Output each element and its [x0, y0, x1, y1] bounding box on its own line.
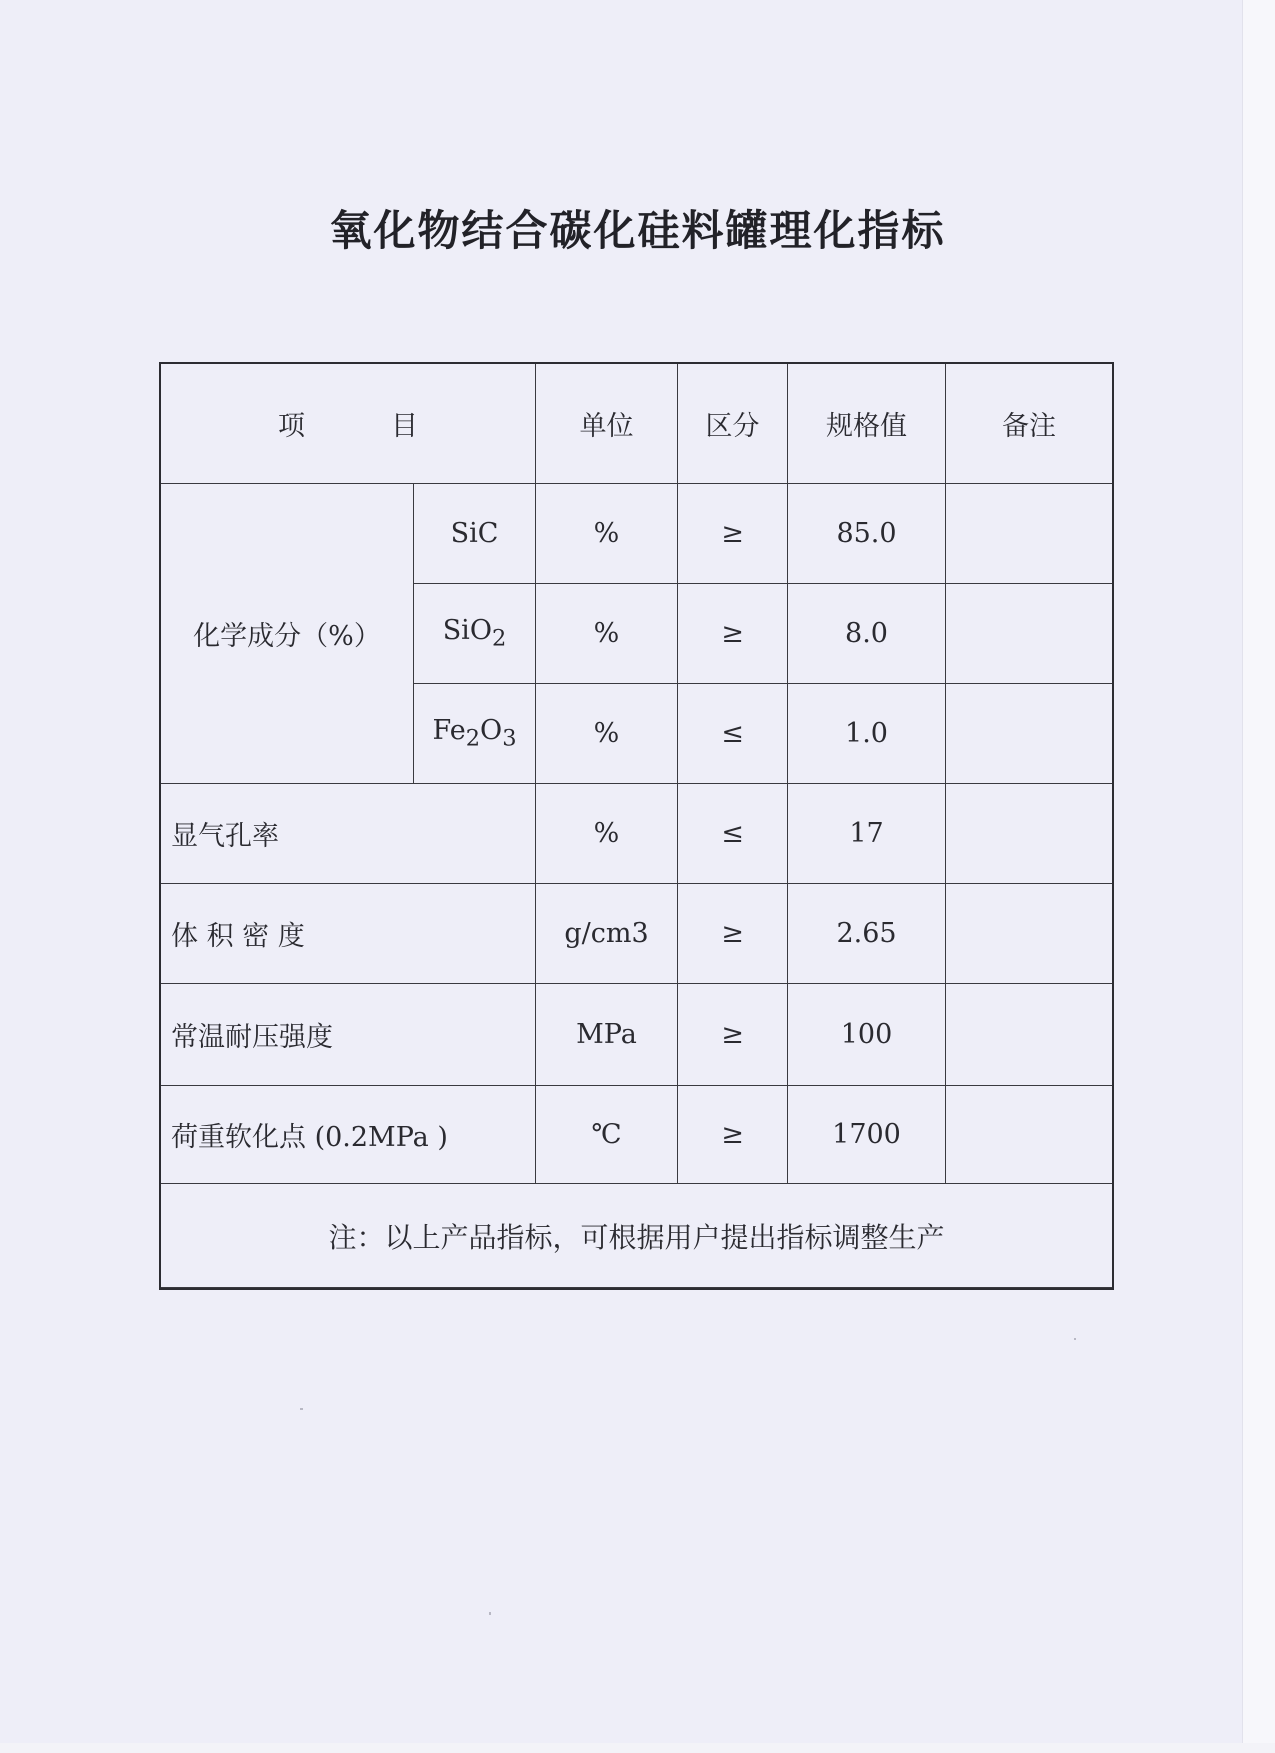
- unit-cell: MPa: [536, 984, 678, 1086]
- page-edge: [1242, 0, 1275, 1753]
- chemical-group-label: 化学成分（%）: [161, 484, 414, 784]
- page-bottom-edge: [0, 1743, 1275, 1753]
- spec-table: [160, 363, 1113, 1288]
- header-item-left: 项: [278, 411, 305, 442]
- unit-cell: g/cm3: [536, 884, 678, 984]
- unit-cell: %: [536, 584, 678, 684]
- unit-cell: %: [536, 784, 678, 884]
- unit-cell: ℃: [536, 1086, 678, 1184]
- chem-name-cell: [414, 584, 536, 684]
- remark-cell: [946, 584, 1113, 684]
- header-spec-value: 规格值: [788, 364, 946, 484]
- sign-cell: ≥: [678, 884, 788, 984]
- value-cell: 17: [788, 784, 946, 884]
- scan-speck: [489, 1612, 491, 1615]
- table-header-row: [161, 364, 1113, 484]
- sign-cell: ≤: [678, 684, 788, 784]
- chem-name-cell: [414, 684, 536, 784]
- remark-cell: [946, 884, 1113, 984]
- remark-cell: [946, 484, 1113, 584]
- table-note: 注：以上产品指标，可根据用户提出指标调整生产: [161, 1184, 1113, 1288]
- chem-subscript: 2: [465, 725, 481, 752]
- table-row-sic: [161, 484, 1113, 584]
- value-cell: 1700: [788, 1086, 946, 1184]
- value-cell: 100: [788, 984, 946, 1086]
- chem-name: SiC: [450, 518, 499, 549]
- header-item-cell: [161, 364, 536, 484]
- item-cell: 显气孔率: [161, 784, 536, 884]
- sign-cell: ≥: [678, 584, 788, 684]
- item-cell: 体 积 密 度: [161, 884, 536, 984]
- item-cell: 常温耐压强度: [161, 984, 536, 1086]
- value-cell: 1.0: [788, 684, 946, 784]
- chem-subscript: 2: [491, 625, 507, 652]
- document-title: 氧化物结合碳化硅料罐理化指标: [329, 206, 946, 255]
- chem-subscript: 3: [502, 725, 517, 752]
- chem-name: SiO: [442, 615, 492, 647]
- remark-cell: [946, 784, 1113, 884]
- chem-name-cell: [414, 484, 536, 584]
- header-item-right: 目: [391, 411, 418, 442]
- sign-cell: ≥: [678, 984, 788, 1086]
- value-cell: 85.0: [788, 484, 946, 584]
- table-row: [161, 984, 1113, 1086]
- table-row: [161, 1086, 1113, 1184]
- value-cell: 2.65: [788, 884, 946, 984]
- item-cell: 荷重软化点 (0.2MPa ): [161, 1086, 536, 1184]
- chem-name-mid: O: [480, 715, 503, 747]
- scan-speck: [300, 1408, 303, 1410]
- chem-name: Fe: [432, 715, 466, 747]
- scan-speck: [1074, 1338, 1076, 1340]
- header-remark: 备注: [946, 364, 1113, 484]
- sign-cell: ≥: [678, 484, 788, 584]
- remark-cell: [946, 984, 1113, 1086]
- table-row: [161, 784, 1113, 884]
- unit-cell: %: [536, 684, 678, 784]
- remark-cell: [946, 684, 1113, 784]
- remark-cell: [946, 1086, 1113, 1184]
- header-unit: 单位: [536, 364, 678, 484]
- header-category: 区分: [678, 364, 788, 484]
- sign-cell: ≥: [678, 1086, 788, 1184]
- table-row: [161, 884, 1113, 984]
- table-note-row: [161, 1184, 1113, 1288]
- value-cell: 8.0: [788, 584, 946, 684]
- unit-cell: %: [536, 484, 678, 584]
- sign-cell: ≤: [678, 784, 788, 884]
